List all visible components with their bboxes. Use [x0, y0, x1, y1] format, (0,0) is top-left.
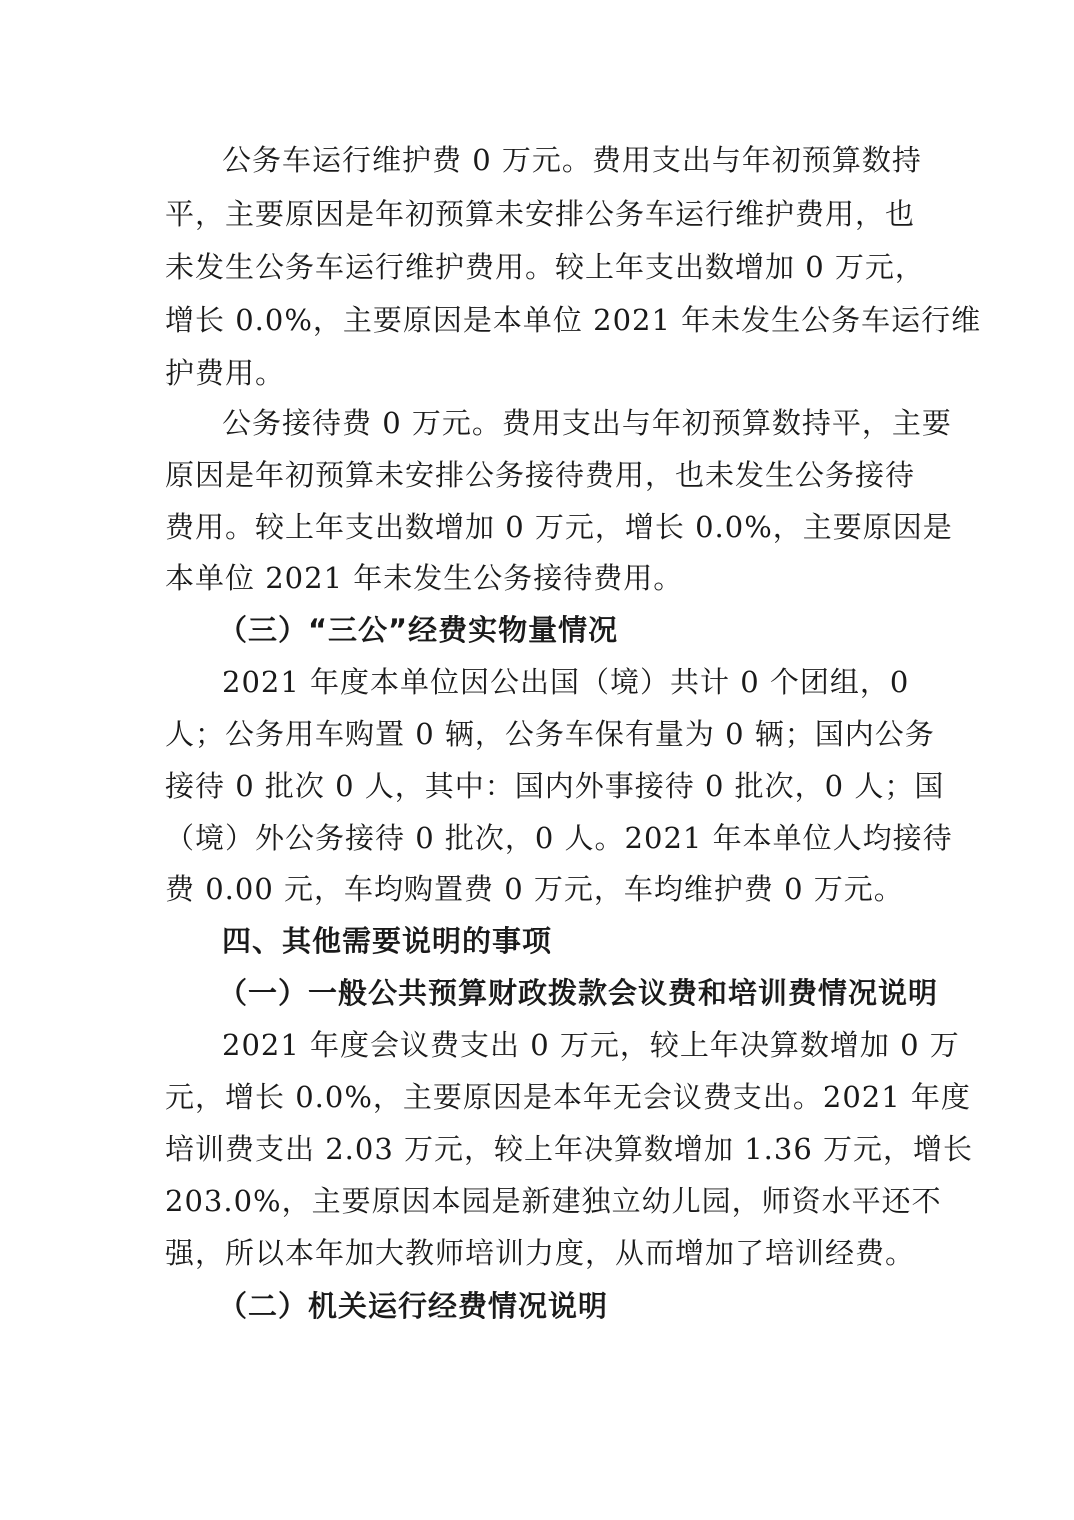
paragraph-line: 203.0%，主要原因本园是新建独立幼儿园，师资水平还不 — [165, 1184, 942, 1218]
paragraph-line: 本单位 2021 年未发生公务接待费用。 — [165, 561, 684, 595]
paragraph-line: （境）外公务接待 0 批次，0 人。2021 年本单位人均接待 — [165, 821, 953, 855]
paragraph-line: 原因是年初预算未安排公务接待费用，也未发生公务接待 — [165, 458, 916, 492]
paragraph-line: 强，所以本年加大教师培训力度，从而增加了培训经费。 — [165, 1236, 916, 1270]
paragraph-line: 人；公务用车购置 0 辆，公务车保有量为 0 辆；国内公务 — [165, 717, 935, 751]
paragraph-line: 未发生公务车运行维护费用。较上年支出数增加 0 万元， — [165, 250, 925, 284]
paragraph-line: 元，增长 0.0%，主要原因是本年无会议费支出。2021 年度 — [165, 1080, 971, 1114]
paragraph-line: 平，主要原因是年初预算未安排公务车运行维护费用，也 — [165, 197, 916, 231]
paragraph-line: 培训费支出 2.03 万元，较上年决算数增加 1.36 万元，增长 — [165, 1132, 974, 1166]
paragraph-line: 公务接待费 0 万元。费用支出与年初预算数持平，主要 — [222, 406, 952, 440]
paragraph-line: 2021 年度本单位因公出国（境）共计 0 个团组，0 — [222, 665, 910, 699]
paragraph-line: 接待 0 批次 0 人，其中：国内外事接待 0 批次，0 人；国 — [165, 769, 945, 803]
paragraph-line: 护费用。 — [165, 356, 286, 390]
section-heading: 四、其他需要说明的事项 — [222, 924, 553, 958]
paragraph-line: 费用。较上年支出数增加 0 万元，增长 0.0%，主要原因是 — [165, 510, 953, 544]
paragraph-line: 2021 年度会议费支出 0 万元，较上年决算数增加 0 万 — [222, 1028, 960, 1062]
section-heading: （二）机关运行经费情况说明 — [218, 1289, 609, 1323]
paragraph-line: 费 0.00 元，车均购置费 0 万元，车均维护费 0 万元。 — [165, 872, 904, 906]
paragraph-line: 增长 0.0%，主要原因是本单位 2021 年未发生公务车运行维 — [165, 303, 982, 337]
section-heading: （三）“三公”经费实物量情况 — [218, 613, 619, 647]
section-heading: （一）一般公共预算财政拨款会议费和培训费情况说明 — [218, 976, 939, 1010]
paragraph-line: 公务车运行维护费 0 万元。费用支出与年初预算数持 — [222, 143, 922, 177]
